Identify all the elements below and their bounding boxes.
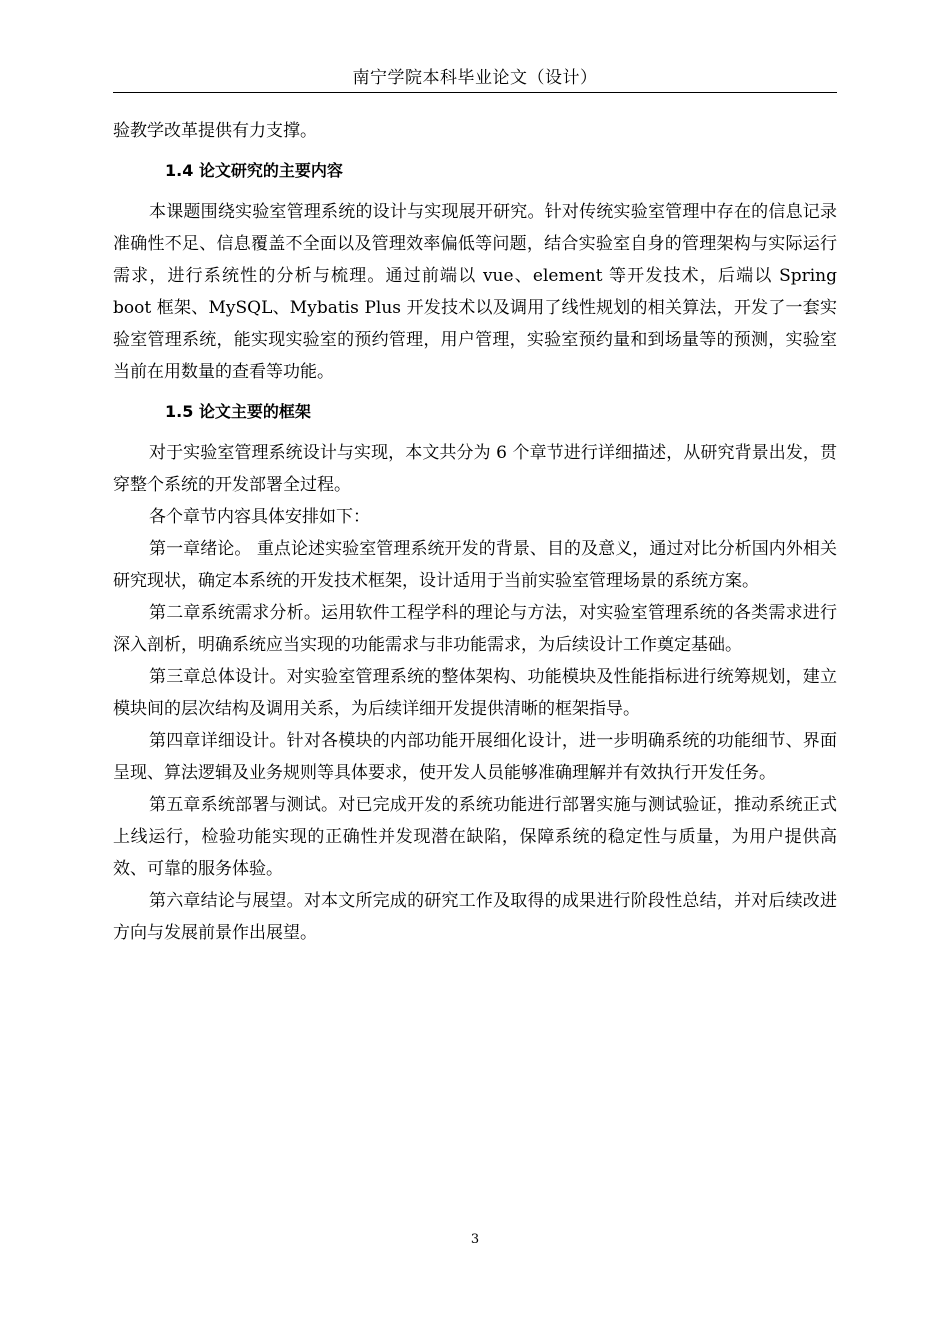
section-heading-1-5: 1.5 论文主要的框架 (165, 402, 311, 421)
chapter-3-summary: 第三章总体设计。对实验室管理系统的整体架构、功能模块及性能指标进行统筹规划，建立模块间的层次结构及调用关系，为后续详细开发提供清晰的框架指导。 (113, 667, 837, 719)
chapter-2-summary: 第二章系统需求分析。运用软件工程学科的理论与方法，对实验室管理系统的各类需求进行深入剖析，明确系统应当实现的功能需求与非功能需求，为后续设计工作奠定基础。 (113, 603, 837, 655)
carryover-paragraph: 验教学改革提供有力支撑。 (113, 121, 317, 141)
chapter-6-summary: 第六章结论与展望。对本文所完成的研究工作及取得的成果进行阶段性总结，并对后续改进方向与发展前景作出展望。 (113, 891, 837, 943)
section-heading-1-4: 1.4 论文研究的主要内容 (165, 161, 343, 180)
section-1-4-paragraph: 本课题围绕实验室管理系统的设计与实现展开研究。针对传统实验室管理中存在的信息记录准确性不足、信息覆盖不全面以及管理效率偏低等问题，结合实验室自身的管理架构与实际运行需求，进行系统性的分析与梳理。通过前端以 vue、element 等开发技术，后端以 Spring boot 框架、MySQL、Mybatis Plus 开发技术以及调用了线性规划的相关算法，开发了一套实验室管理系统，能实现实验室的预约管理，用户管理，实验室预约量和到场量等的预测，实验室当前在用数量的查看等功能。 (113, 202, 837, 382)
page-body (113, 115, 837, 949)
section-1-5-paragraph: 对于实验室管理系统设计与实现，本文共分为 6 个章节进行详细描述，从研究背景出发，贯穿整个系统的开发部署全过程。 (113, 443, 837, 495)
chapter-1-summary: 第一章绪论。 重点论述实验室管理系统开发的背景、目的及意义，通过对比分析国内外相关研究现状，确定本系统的开发技术框架，设计适用于当前实验室管理场景的系统方案。 (113, 539, 837, 591)
chapter-5-summary: 第五章系统部署与测试。对已完成开发的系统功能进行部署实施与测试验证，推动系统正式上线运行，检验功能实现的正确性并发现潜在缺陷，保障系统的稳定性与质量，为用户提供高效、可靠的服务体验。 (113, 795, 837, 879)
chapter-4-summary: 第四章详细设计。针对各模块的内部功能开展细化设计，进一步明确系统的功能细节、界面呈现、算法逻辑及业务规则等具体要求，使开发人员能够准确理解并有效执行开发任务。 (113, 731, 837, 783)
page-number: 3 (470, 1232, 480, 1247)
page-header-title: 南宁学院本科毕业论文（设计） (352, 68, 598, 88)
header-rule (113, 92, 837, 93)
section-1-5-paragraph: 各个章节内容具体安排如下： (149, 507, 370, 527)
